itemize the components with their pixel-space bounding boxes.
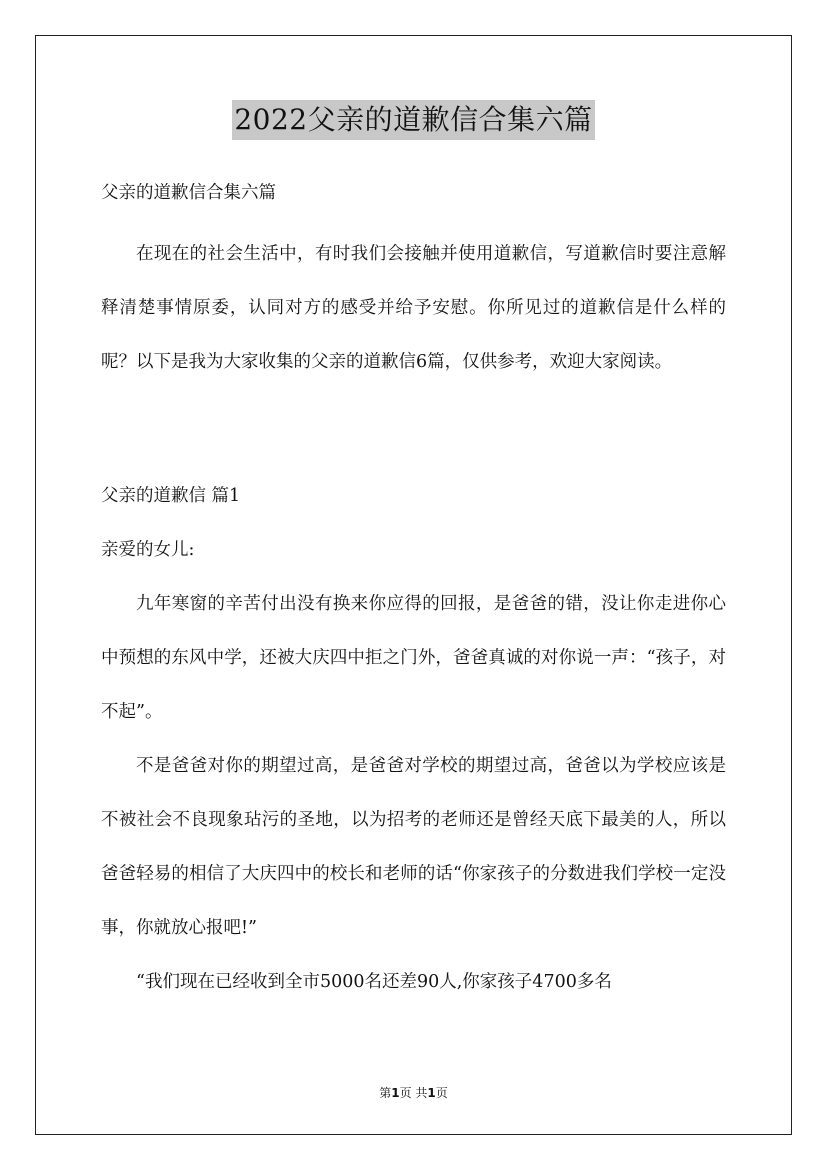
body-paragraph-text: 不是爸爸对你的期望过高，是爸爸对学校的期望过高，爸爸以为学校应该是不被社会不良现象玷污的圣地，以为招考的老师还是曾经天底下最美的人，所以爸爸轻易的相信了大庆四中的校长和老师的话“你家孩子的分数进我们学校一定没事，你就放心报吧!” [101,756,726,938]
body-paragraph-text: “我们现在已经收到全市5000名还差90人,你家孩子4700多名 [136,972,612,992]
page-label-prefix: 第 [379,1086,392,1100]
body-paragraph [101,739,726,955]
section-heading: 父亲的道歉信 篇1 [101,486,241,506]
title-wrap [0,100,827,140]
salutation: 亲爱的女儿: [101,540,195,560]
page-label-mid: 页 共 [399,1086,428,1100]
body-paragraph [101,955,726,1009]
page-footer [0,1084,827,1101]
document-subtitle: 父亲的道歉信合集六篇 [101,183,276,203]
document-body [101,174,726,1009]
page-current: 1 [391,1086,400,1100]
document-title: 2022父亲的道歉信合集六篇 [232,100,594,140]
intro-text: 在现在的社会生活中，有时我们会接触并使用道歉信，写道歉信时要注意解释清楚事情原委，认同对方的感受并给予安慰。你所见过的道歉信是什么样的呢？以下是我为大家收集的父亲的道歉信6篇，仅供参考，欢迎大家阅读。 [101,244,726,372]
body-paragraph-text: 九年寒窗的辛苦付出没有换来你应得的回报，是爸爸的错，没让你走进你心中预想的东风中学，还被大庆四中拒之门外，爸爸真诚的对你说一声：“孩子，对不起”。 [101,594,726,722]
body-paragraph [101,577,726,739]
page-total: 1 [427,1086,436,1100]
page-label-suffix: 页 [435,1086,448,1100]
intro-paragraph [101,227,726,389]
